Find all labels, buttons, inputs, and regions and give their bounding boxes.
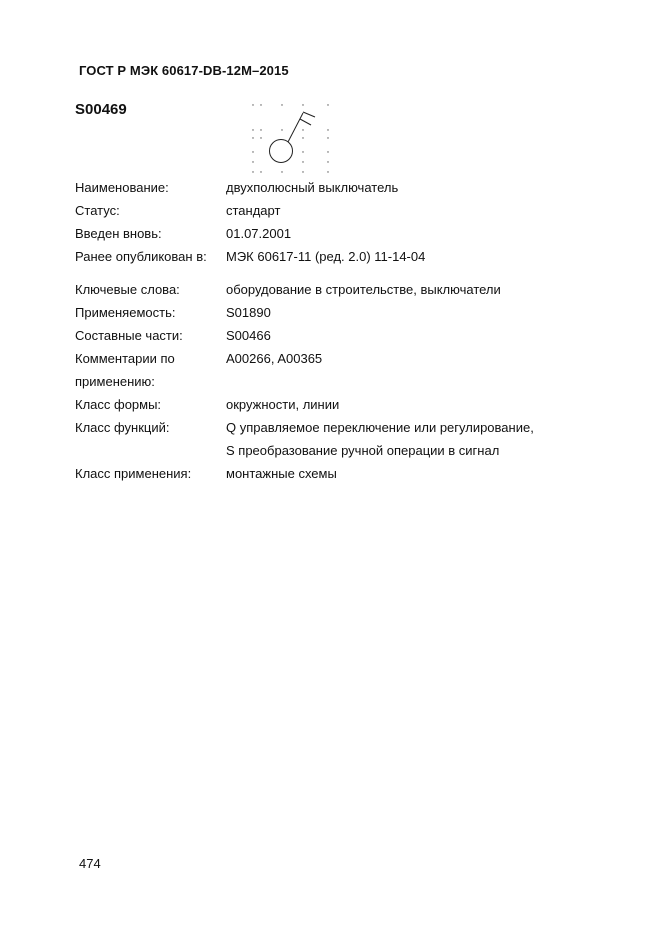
- field-value: S01890: [226, 305, 271, 320]
- field-label: Класс функций:: [75, 420, 170, 435]
- field-label: применению:: [75, 374, 155, 389]
- two-pole-switch-symbol-icon: [250, 100, 340, 180]
- field-value: Q управляемое переключение или регулирование,: [226, 420, 534, 435]
- field-label: Класс применения:: [75, 466, 192, 481]
- field-label: Статус:: [75, 203, 120, 218]
- field-label: Комментарии по: [75, 351, 175, 366]
- field-value: A00266, A00365: [226, 351, 323, 366]
- field-value: 01.07.2001: [226, 226, 292, 241]
- symbol-code: S00469: [75, 101, 127, 118]
- field-label: Наименование:: [75, 180, 169, 195]
- field-value: двухполюсный выключатель: [226, 180, 399, 195]
- field-value: МЭК 60617-11 (ред. 2.0) 11-14-04: [226, 249, 426, 264]
- field-label: Ключевые слова:: [75, 282, 180, 297]
- page-number: 474: [79, 856, 101, 871]
- field-label: Применяемость:: [75, 305, 176, 320]
- field-value: окружности, линии: [226, 397, 340, 412]
- field-label: Введен вновь:: [75, 226, 162, 241]
- field-label: Класс формы:: [75, 397, 162, 412]
- field-label: Ранее опубликован в:: [75, 249, 207, 264]
- field-value: монтажные схемы: [226, 466, 337, 481]
- field-value: стандарт: [226, 203, 281, 218]
- field-value: S00466: [226, 328, 271, 343]
- document-header: ГОСТ Р МЭК 60617-DB-12M–2015: [79, 63, 289, 78]
- field-label: Составные части:: [75, 328, 183, 343]
- field-value: оборудование в строительстве, выключатели: [226, 282, 501, 297]
- field-value: S преобразование ручной операции в сигнал: [226, 443, 500, 458]
